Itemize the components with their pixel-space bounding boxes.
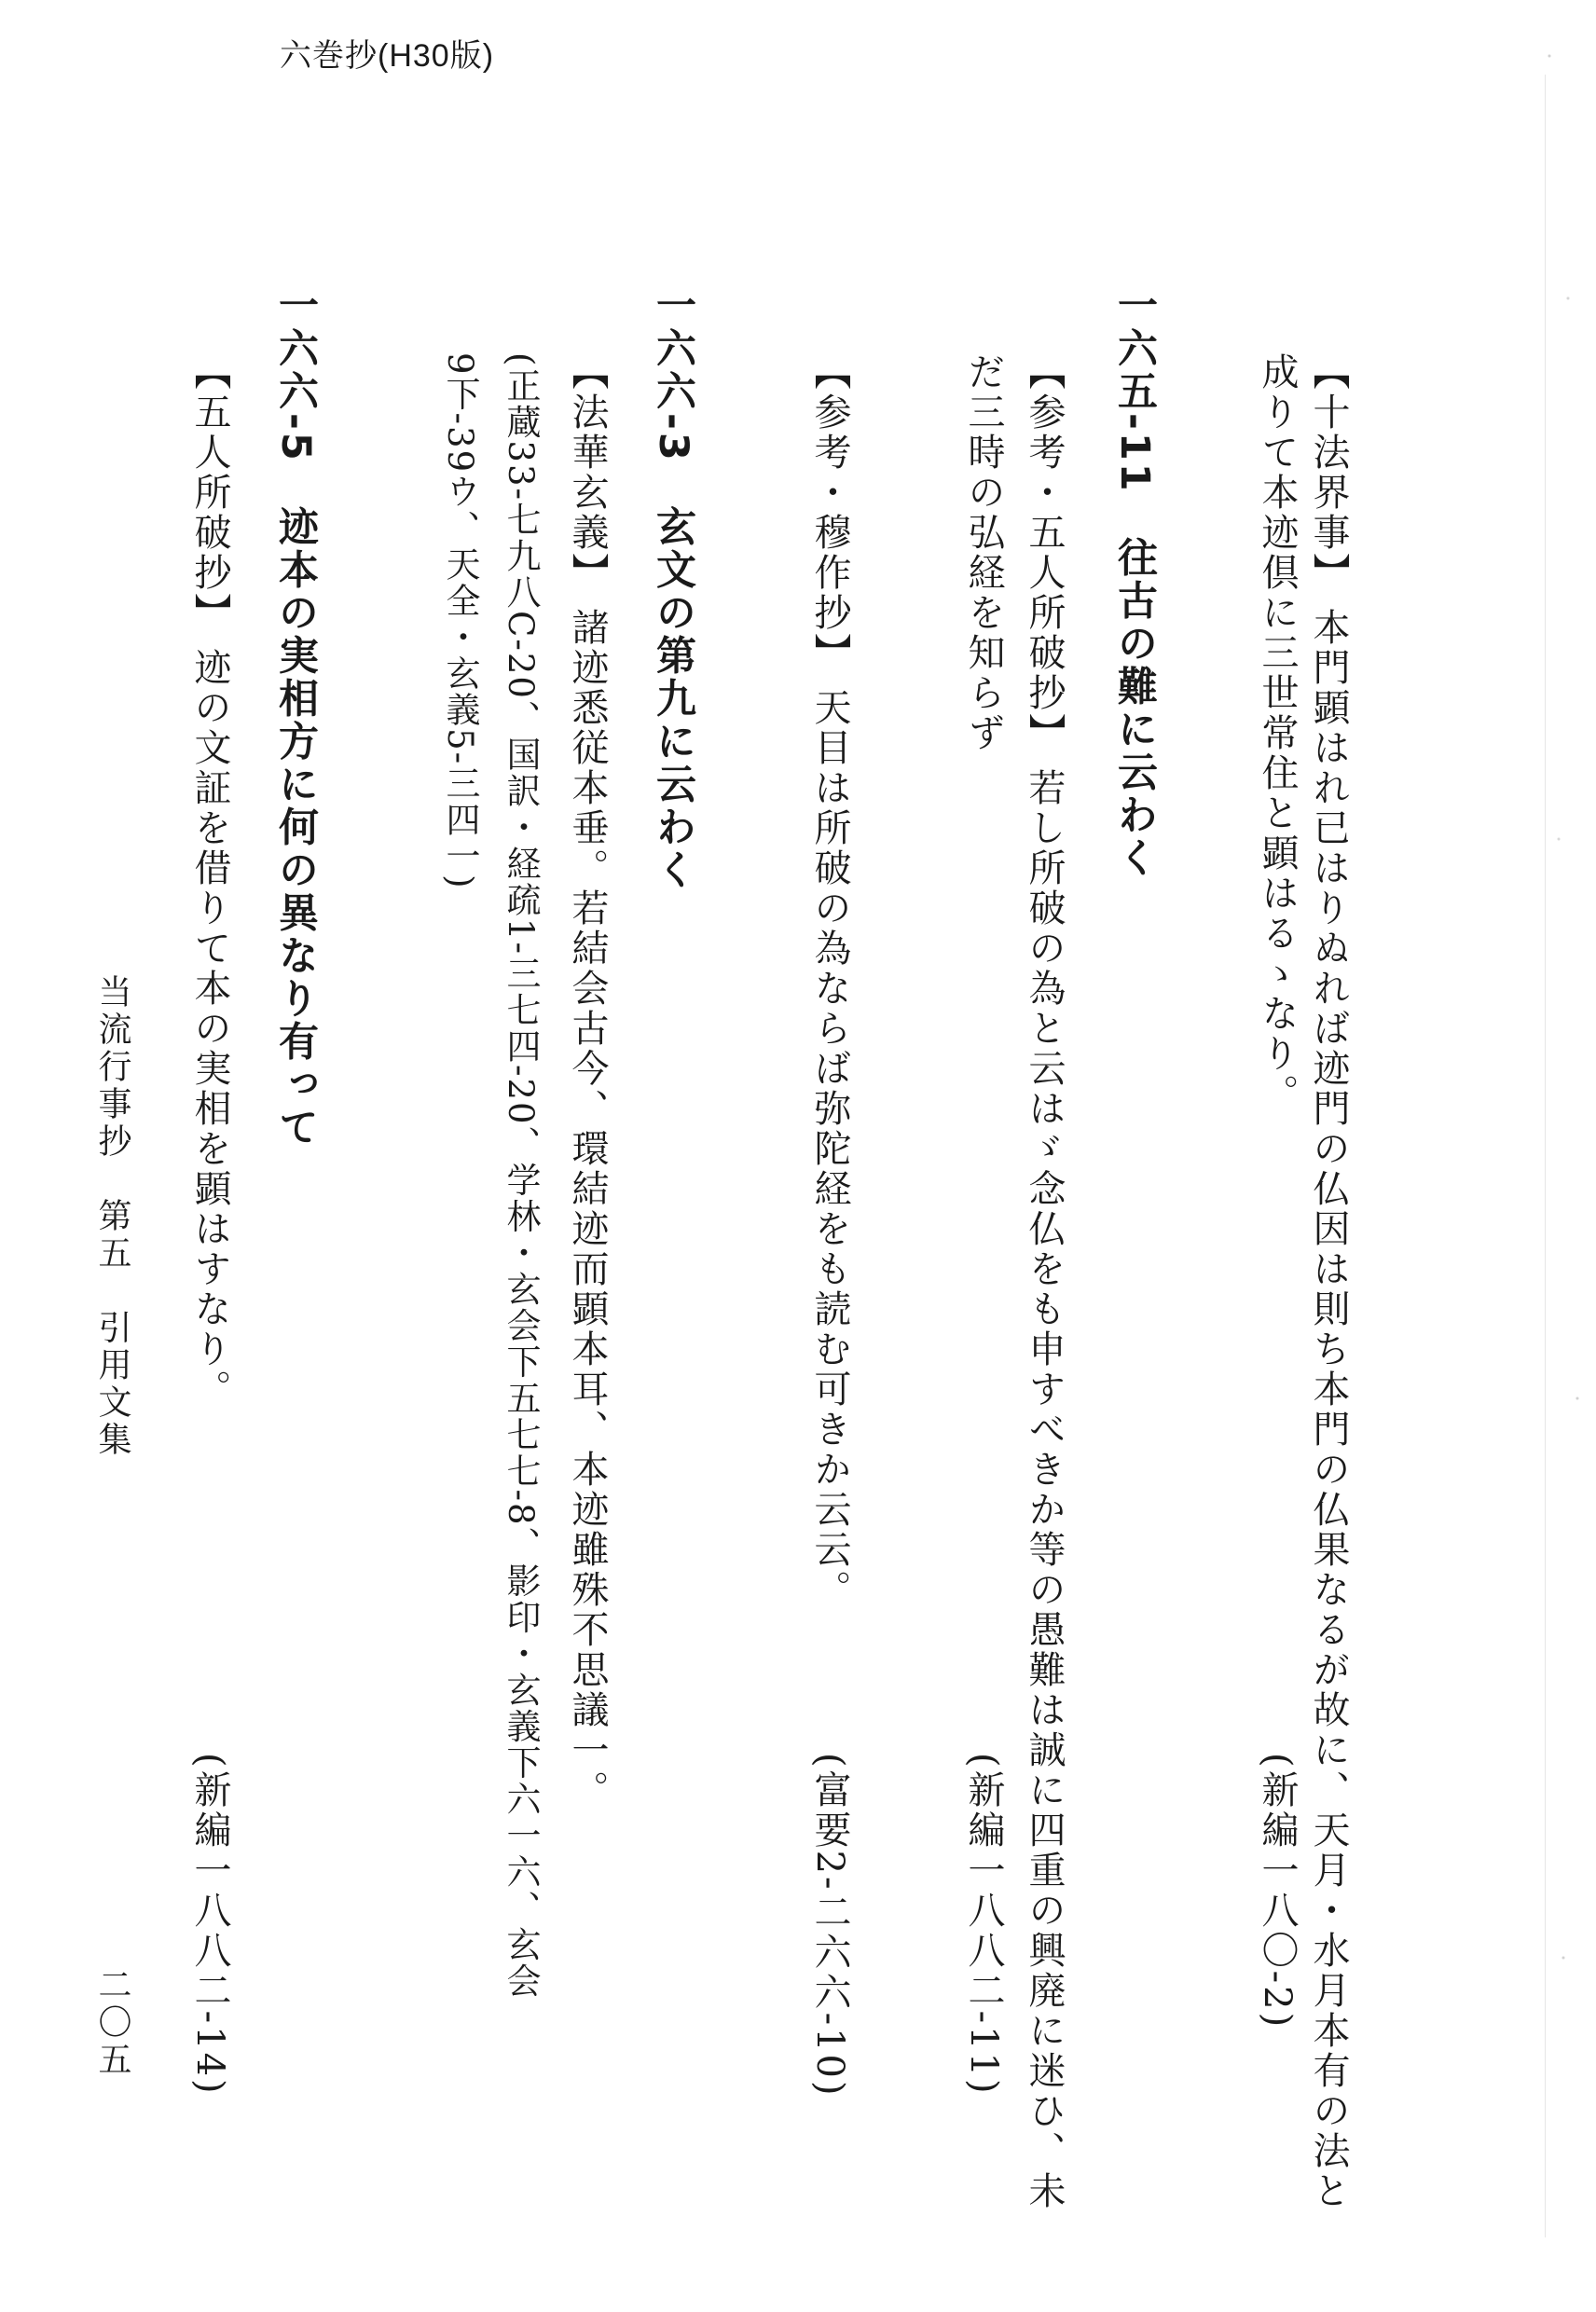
section-heading-166-3: 一六六-3 玄文の第九に云わく xyxy=(650,284,696,892)
section-heading-165-11: 一六五-11 往古の難に云わく xyxy=(1111,284,1158,880)
text-column-6: 【法華玄義】 諸迹悉従本垂。若結会古今、環結迹而顕本耳、本迹雖殊不思議一。 xyxy=(566,352,609,1810)
running-header: 六巻抄(H30版) xyxy=(280,38,495,74)
text-column-3: 【参考・五人所破抄】 若し所破の為と云はゞ念仏をも申すべきか等の愚難は誠に四重の興廃に迷ひ、未 xyxy=(1023,352,1066,2211)
page-edge-rule xyxy=(1545,75,1546,2237)
page-number: 二〇五 xyxy=(93,1967,131,2079)
page-edge-speckle xyxy=(1531,0,1596,2312)
citation-1: (新編一八〇-2) xyxy=(1256,1753,1299,2030)
section-heading-166-5: 一六六-5 迹本の実相方に何の異なり有って xyxy=(272,284,319,1149)
running-footer-title: 当流行事抄 第五 引用文集 xyxy=(93,974,131,1459)
text-column-2: 成りて本迹倶に三世常住と顕はるゝなり。 xyxy=(1256,352,1299,1114)
citation-3: (富要2-二六六-10) xyxy=(808,1753,851,2099)
citation-4-line-1: (正蔵33-七九八C-20、国訳・経疏1-三七四-20、学林・玄会下五七七-8、影印・玄義下六一六、玄会 xyxy=(501,352,541,2000)
text-column-1: 【十法界事】 本門顕はれ已はりぬれば迹門の仏因は則ち本門の仏果なるが故に、天月・水月本有の法と xyxy=(1307,352,1350,2211)
citation-4-line-2: 9下-39ウ、天全・玄義5-三四一) xyxy=(440,352,480,890)
text-column-4: だ三時の弘経を知らず xyxy=(962,352,1005,753)
text-column-5: 【参考・穆作抄】 天目は所破の為ならば弥陀経をも読む可きか云云。 xyxy=(808,352,851,1610)
text-column-7: 【五人所破抄】 迹の文証を借りて本の実相を顕はすなり。 xyxy=(188,352,231,1410)
citation-2: (新編一八八二-11) xyxy=(962,1753,1005,2097)
citation-5: (新編一八八二-14) xyxy=(188,1753,231,2097)
